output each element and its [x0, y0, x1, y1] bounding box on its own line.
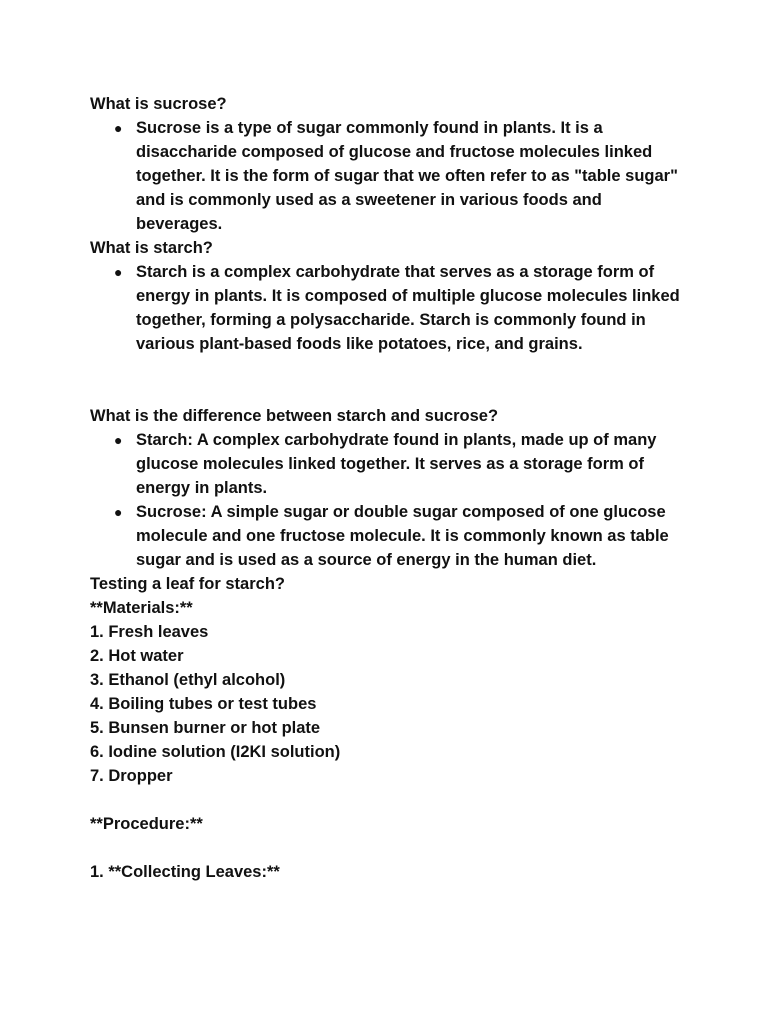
list-item: 7. Dropper: [90, 767, 173, 785]
list-item: 5. Bunsen burner or hot plate: [90, 719, 321, 737]
bullet-icon: ●: [114, 432, 123, 448]
bullet-item: [90, 260, 680, 356]
list-item: 3. Ethanol (ethyl alcohol): [90, 671, 286, 689]
heading-what-is-starch: What is starch?: [90, 239, 213, 257]
heading-testing-leaf: Testing a leaf for starch?: [90, 575, 285, 593]
bullet-item: [90, 428, 680, 500]
blank-space: [90, 836, 680, 860]
materials-label: **Materials:**: [90, 599, 193, 617]
document-page: [90, 92, 680, 884]
heading-what-is-sucrose: What is sucrose?: [90, 95, 227, 113]
materials-list: [90, 620, 680, 788]
list-item: 1. Fresh leaves: [90, 623, 209, 641]
list-item: 4. Boiling tubes or test tubes: [90, 695, 317, 713]
bullet-list-difference: [90, 428, 680, 572]
bullet-icon: ●: [114, 120, 123, 136]
bullet-item: [90, 116, 680, 236]
bullet-text: Sucrose is a type of sugar commonly found in plants. It is a disaccharide composed of glucose and fructose molecules linked together. It is the form of sugar that we often refer to as "table sugar" and is commonly used as a sweetener in various foods and beverages.: [136, 119, 678, 233]
bullet-text: Starch: A complex carbohydrate found in plants, made up of many glucose molecules linked together. It serves as a storage form of energy in plants.: [136, 431, 657, 497]
bullet-list-sucrose: [90, 116, 680, 236]
procedure-label: **Procedure:**: [90, 815, 203, 833]
blank-space: [90, 356, 680, 404]
list-item: 6. Iodine solution (I2KI solution): [90, 743, 341, 761]
bullet-text: Starch is a complex carbohydrate that serves as a storage form of energy in plants. It is composed of multiple glucose molecules linked together, forming a polysaccharide. Starch is commonly found in various plant-based foods like potatoes, rice, and grains.: [136, 263, 680, 353]
bullet-item: [90, 500, 680, 572]
bullet-text: Sucrose: A simple sugar or double sugar composed of one glucose molecule and one fructose molecule. It is commonly known as table sugar and is used as a source of energy in the human diet.: [136, 503, 669, 569]
procedure-step-1: 1. **Collecting Leaves:**: [90, 863, 280, 881]
bullet-icon: ●: [114, 504, 123, 520]
list-item: 2. Hot water: [90, 647, 184, 665]
bullet-list-starch: [90, 260, 680, 356]
bullet-icon: ●: [114, 264, 123, 280]
blank-space: [90, 788, 680, 812]
heading-difference: What is the difference between starch and sucrose?: [90, 407, 499, 425]
